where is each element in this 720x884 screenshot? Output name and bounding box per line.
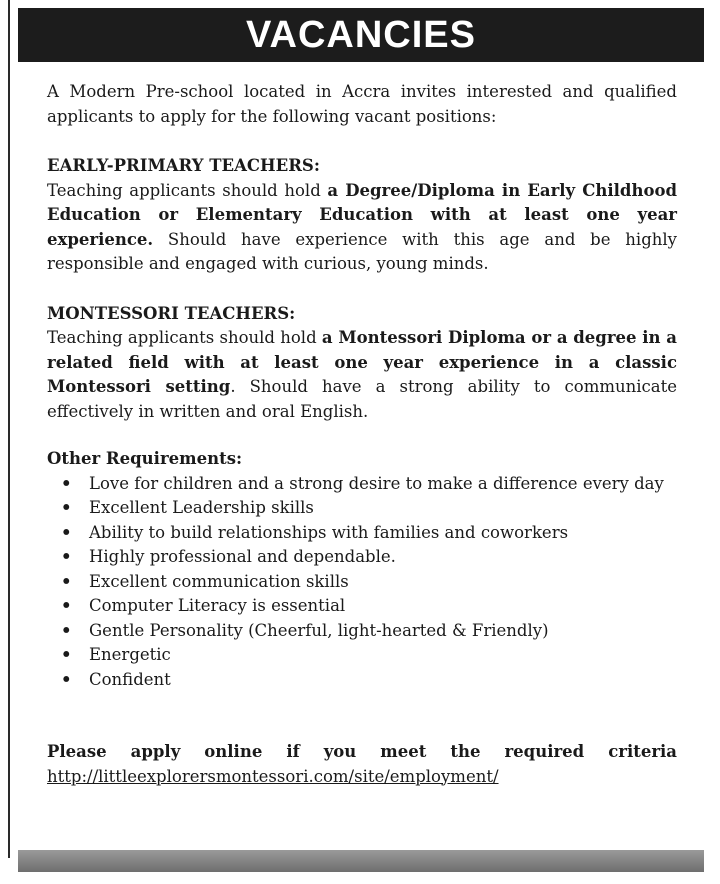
apply-instruction: Please apply online if you meet the required criteria <box>47 742 677 761</box>
requirement-text: Excellent communication skills <box>89 571 349 591</box>
list-item <box>47 570 677 595</box>
bullet-icon: • <box>61 473 72 493</box>
requirement-text: Confident <box>89 669 171 689</box>
montessori-text-rest: . Should have a strong ability to communicate effectively in written and oral English. <box>47 377 677 421</box>
requirements-list <box>47 472 677 693</box>
requirement-text: Energetic <box>89 645 171 664</box>
early-primary-description <box>47 179 677 277</box>
list-item <box>47 496 677 521</box>
intro-paragraph: A Modern Pre-school located in Accra invites interested and qualified applicants to apply for the following vacant positions: <box>47 82 677 126</box>
requirement-text: Love for children and a strong desire to make a difference every day <box>89 473 664 493</box>
requirement-text: Ability to build relationships with families and coworkers <box>89 522 569 542</box>
early-primary-heading: EARLY-PRIMARY TEACHERS: <box>47 156 320 175</box>
bullet-icon: • <box>61 596 72 615</box>
bullet-icon: • <box>61 498 72 517</box>
list-item <box>47 521 677 546</box>
list-item <box>47 643 677 668</box>
footer-bar <box>18 850 704 872</box>
bullet-icon: • <box>61 522 72 542</box>
montessori-qualification: a Montessori Diploma or a degree in a related field with at least one year experience in a classic Montessori setting <box>47 328 677 396</box>
left-border-rule <box>8 0 10 858</box>
montessori-heading: MONTESSORI TEACHERS: <box>47 303 296 323</box>
bullet-icon: • <box>61 547 72 566</box>
bullet-icon: • <box>61 620 72 640</box>
bullet-icon: • <box>61 645 72 664</box>
list-item <box>47 545 677 570</box>
list-item <box>47 472 677 497</box>
list-item <box>47 668 677 693</box>
montessori-text-lead: Teaching applicants should hold <box>47 328 322 347</box>
requirement-text: Gentle Personality (Cheerful, light-hearted & Friendly) <box>89 620 549 640</box>
requirement-text: Computer Literacy is essential <box>89 596 346 615</box>
list-item <box>47 594 677 619</box>
list-item <box>47 619 677 644</box>
montessori-description <box>47 326 677 424</box>
early-primary-text-lead: Teaching applicants should hold <box>47 180 328 200</box>
requirements-heading: Other Requirements: <box>47 449 243 468</box>
early-primary-qualification: a Degree/Diploma in Early Childhood Education or Elementary Education with at least one year experience. <box>47 180 678 249</box>
vacancies-banner <box>18 8 704 62</box>
ad-body <box>47 80 677 789</box>
requirement-text: Highly professional and dependable. <box>89 547 396 566</box>
requirement-text: Excellent Leadership skills <box>89 498 314 517</box>
bullet-icon: • <box>61 571 72 591</box>
early-primary-text-rest: Should have experience with this age and be highly responsible and engaged with curious, young minds. <box>47 229 677 273</box>
page-title: VACANCIES <box>246 13 476 56</box>
bullet-icon: • <box>61 669 72 689</box>
employment-link[interactable]: http://littleexplorersmontessori.com/site/employment/ <box>47 766 499 786</box>
